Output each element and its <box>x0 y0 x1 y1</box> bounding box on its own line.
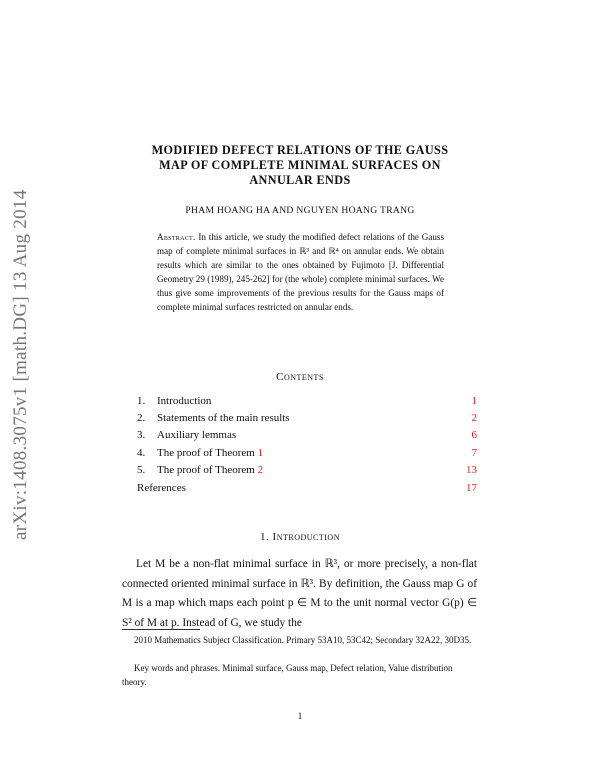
toc-page-link[interactable]: 6 <box>471 429 477 442</box>
footnote-rule <box>122 629 200 630</box>
toc-item[interactable] <box>137 462 477 479</box>
toc-number: 4. <box>137 446 146 459</box>
toc-page-link[interactable]: 17 <box>466 481 477 494</box>
toc-item[interactable] <box>137 409 477 426</box>
footnote-msc: 2010 Mathematics Subject Classification. Primary 53A10, 53C42; Secondary 32A22, 30D35. <box>134 635 472 645</box>
abstract-label: Abstract. <box>157 232 196 242</box>
section-heading <box>100 531 500 543</box>
theorem-ref-link[interactable]: 1 <box>257 446 264 459</box>
toc-title: The proof of Theorem 2 <box>157 464 264 477</box>
toc-title: The proof of Theorem 1 <box>157 446 264 459</box>
toc-number: 2. <box>137 412 146 425</box>
toc-item[interactable] <box>137 479 477 496</box>
toc-item[interactable] <box>137 444 477 461</box>
toc-page-link[interactable]: 13 <box>466 464 477 477</box>
toc-title: Introduction <box>157 394 212 407</box>
toc-page-link[interactable]: 1 <box>471 394 477 407</box>
toc-title: Statements of the main results <box>157 412 290 425</box>
abstract <box>157 230 444 315</box>
toc-page-link[interactable]: 2 <box>471 412 477 425</box>
toc-title: References <box>137 481 186 494</box>
section-title: Introduction <box>272 531 340 543</box>
arxiv-stamp: arXiv:1408.3075v1 [math.DG] 13 Aug 2014 <box>10 189 31 540</box>
paper-title <box>100 143 500 188</box>
abstract-text: In this article, we study the modified defect relations of the Gauss map of complete minimal surfaces in ℝ³ and ℝ⁴ on annular ends. We obtain results which are similar to the ones obtained by Fujimoto [J. Differential Geometry 29 (1989), 245-262] for (the whole) complete minimal surfaces. We thus give some improvements of the previous results for the Gauss maps of complete minimal surfaces restricted on annular ends. <box>157 232 444 313</box>
toc-number: 3. <box>137 429 146 442</box>
toc-number: 1. <box>137 394 146 407</box>
toc-title: Auxiliary lemmas <box>157 429 237 442</box>
title-line: MAP OF COMPLETE MINIMAL SURFACES ON <box>159 158 441 172</box>
intro-paragraph: Let M be a non-flat minimal surface in ℝ³, or more precisely, a non-flat connected oriented minimal surface in ℝ³. By definition, the Gauss map G of M is a map which maps each point p ∈ M to the unit normal vector G(p) ∈ S² of M at p. Instead of G, we study the <box>122 558 477 629</box>
toc-page-link[interactable]: 7 <box>471 446 477 459</box>
section-number: 1. <box>260 531 270 543</box>
theorem-ref-link[interactable]: 2 <box>257 464 264 477</box>
toc-item[interactable] <box>137 427 477 444</box>
page-number: 1 <box>297 712 303 722</box>
intro-body <box>122 555 477 633</box>
footnote-keywords: Key words and phrases. Minimal surface, Gauss map, Defect relation, Value distribution theory. <box>122 663 453 687</box>
contents-title: Contents <box>276 371 324 383</box>
title-line: MODIFIED DEFECT RELATIONS OF THE GAUSS <box>151 143 449 157</box>
table-of-contents <box>137 392 477 496</box>
title-line: ANNULAR ENDS <box>249 173 351 187</box>
authors: PHAM HOANG HA AND NGUYEN HOANG TRANG <box>185 205 415 216</box>
toc-item[interactable] <box>137 392 477 409</box>
toc-number: 5. <box>137 464 146 477</box>
